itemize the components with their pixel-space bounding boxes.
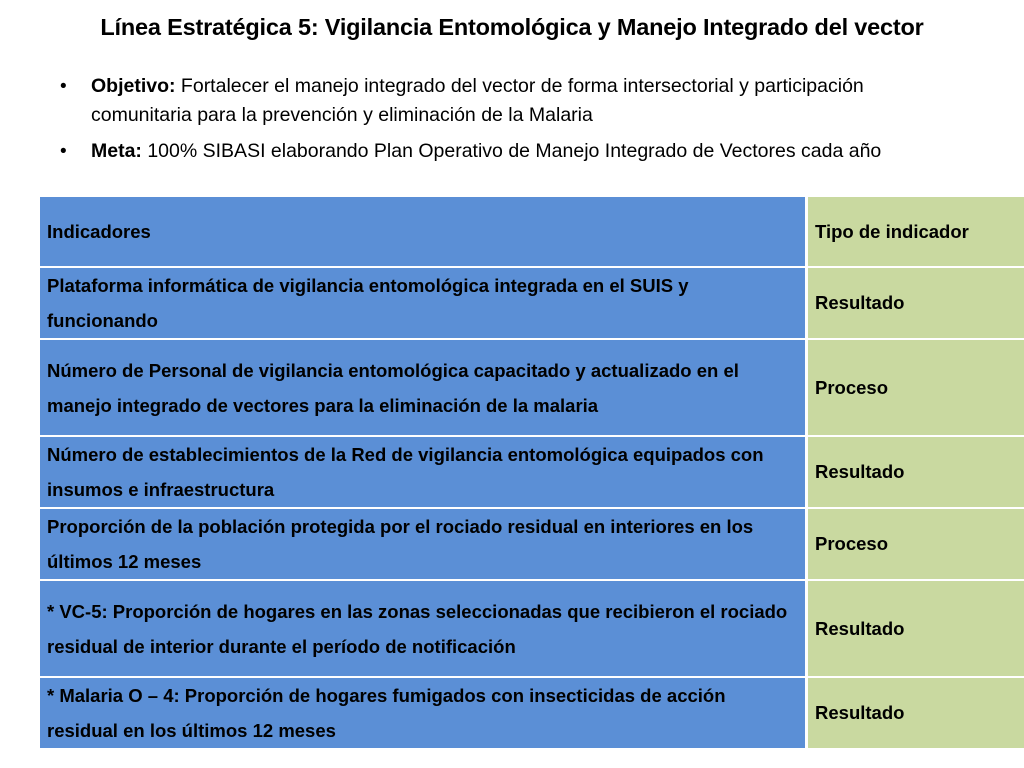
table-row <box>40 580 1024 677</box>
table-row <box>40 508 1024 580</box>
table-row <box>40 267 1024 339</box>
bullet-goal-key: Meta: <box>91 140 142 162</box>
table-row <box>40 677 1024 749</box>
bullet-list <box>58 72 938 173</box>
bullet-goal <box>58 137 938 166</box>
indicator-type-cell: Resultado <box>807 677 1024 749</box>
indicator-cell: * Malaria O – 4: Proporción de hogares fumigados con insecticidas de acción residual en los últimos 12 meses <box>40 677 807 749</box>
indicator-cell: Número de establecimientos de la Red de vigilancia entomológica equipados con insumos e infraestructura <box>40 436 807 508</box>
indicator-cell: Número de Personal de vigilancia entomológica capacitado y actualizado en el manejo integrado de vectores para la eliminación de la malaria <box>40 339 807 436</box>
table-header-row <box>40 196 1024 267</box>
indicator-cell: Plataforma informática de vigilancia entomológica integrada en el SUIS y funcionando <box>40 267 807 339</box>
indicator-type-cell: Resultado <box>807 267 1024 339</box>
slide-title: Línea Estratégica 5: Vigilancia Entomológica y Manejo Integrado del vector <box>100 14 924 40</box>
table-row <box>40 339 1024 436</box>
bullet-dot-icon: • <box>60 141 67 162</box>
indicator-type-cell: Resultado <box>807 436 1024 508</box>
header-indicator-type: Tipo de indicador <box>807 196 1024 267</box>
bullet-dot-icon: • <box>60 76 67 97</box>
bullet-goal-text: 100% SIBASI elaborando Plan Operativo de Manejo Integrado de Vectores cada año <box>141 140 882 162</box>
indicator-cell: * VC-5: Proporción de hogares en las zonas seleccionadas que recibieron el rociado residual de interior durante el período de notificación <box>40 580 807 677</box>
indicator-cell: Proporción de la población protegida por el rociado residual en interiores en los últimos 12 meses <box>40 508 807 580</box>
bullet-objective <box>58 72 938 130</box>
bullet-objective-text: Fortalecer el manejo integrado del vector de forma intersectorial y participación comunitaria para la prevención y eliminación de la Malaria <box>91 75 864 126</box>
header-indicators: Indicadores <box>40 196 807 267</box>
indicator-type-cell: Proceso <box>807 508 1024 580</box>
table-row <box>40 436 1024 508</box>
bullet-objective-key: Objetivo: <box>91 75 176 97</box>
indicator-type-cell: Resultado <box>807 580 1024 677</box>
indicator-type-cell: Proceso <box>807 339 1024 436</box>
indicator-table <box>40 195 1024 750</box>
